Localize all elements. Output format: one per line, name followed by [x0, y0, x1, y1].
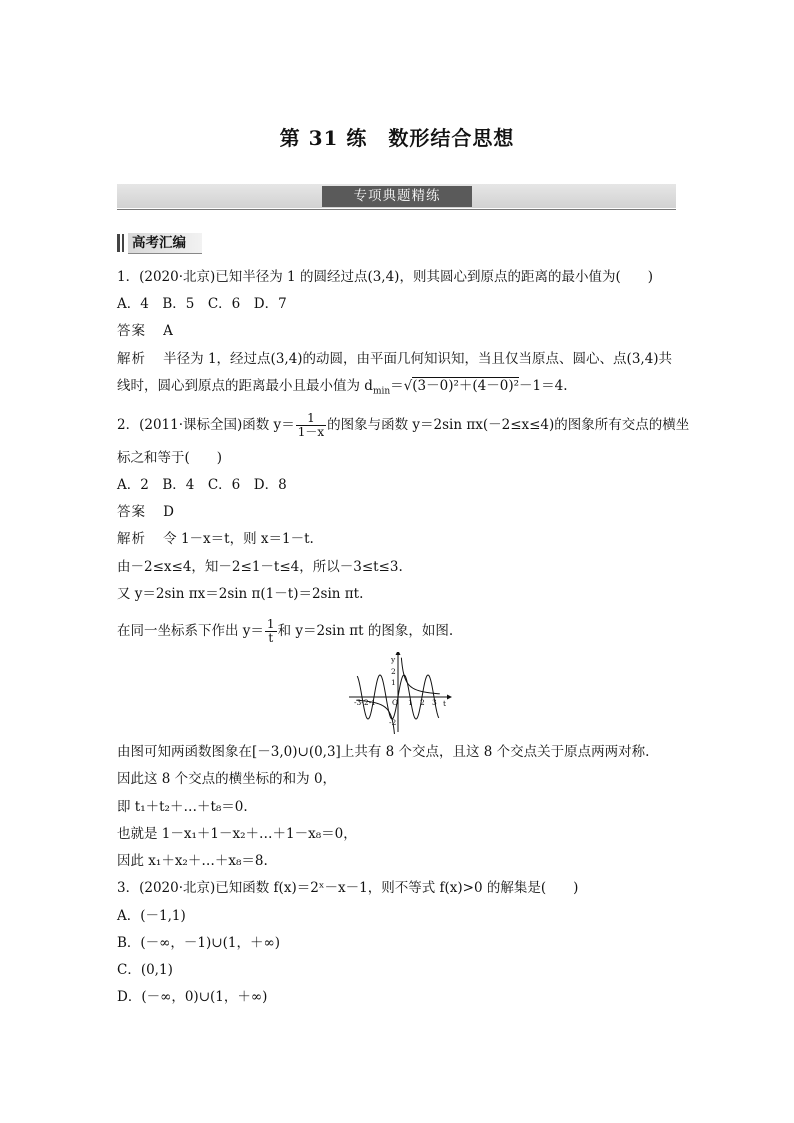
q3-option-b: B．(－∞，－1)∪(1，＋∞): [117, 935, 280, 951]
analysis-text: 半径为 1，经过点(3,4)的动圆，由平面几何知识知，当且仅当原点、圆心、点(3,4)共: [163, 351, 673, 367]
analysis-text: 和 y＝2sin πt 的图象，如图.: [277, 623, 454, 639]
q1-stem: 1．(2020·北京)已知半径为 1 的圆经过点(3,4)，则其圆心到原点的距离的最小值为( ): [117, 269, 653, 285]
q1-answer: [117, 321, 173, 341]
section-heading: [117, 233, 207, 253]
answer-label: 答案: [117, 323, 146, 339]
q3-option-a: A．(－1,1): [117, 908, 186, 924]
section-marker-icon: [117, 234, 127, 252]
y-tick-neg2: -2: [389, 718, 397, 727]
q2-analysis-line-6: 因此这 8 个交点的横坐标的和为 0，: [117, 771, 337, 787]
q2-stem-line-2: 标之和等于( ): [117, 450, 223, 466]
analysis-label: 解析: [117, 351, 146, 367]
banner-label: 专项典题精练: [322, 186, 472, 207]
q2-analysis-line-7: 即 t₁＋t₂＋…＋t₈＝0.: [117, 799, 248, 815]
q2-analysis-line-5: 由图可知两函数图象在[－3,0)∪(0,3]上共有 8 个交点，且这 8 个交点关于原点两两对称.: [117, 744, 650, 760]
analysis-text: 在同一坐标系下作出 y＝: [117, 623, 264, 639]
numerator: 1: [266, 617, 275, 631]
stem-text: 的图象与函数 y＝2sin πx(－2≤x≤4)的图象所有交点的横坐: [327, 417, 690, 433]
y-axis-label: y: [391, 655, 396, 664]
y-tick-2: 2: [391, 667, 396, 676]
q2-options: A．2 B．4 C．6 D．8: [117, 477, 287, 493]
denominator: 1－x: [297, 425, 325, 439]
hyperbola-branch-positive: [401, 658, 439, 694]
analysis-text: 线时，圆心到原点的距离最小且最小值为 d: [117, 378, 373, 394]
x-tick-2: 2: [420, 698, 425, 707]
q3-stem: 3．(2020·北京)已知函数 f(x)＝2ˣ－x－1，则不等式 f(x)>0 的解集是( ): [117, 880, 579, 896]
q2-analysis-line-9: 因此 x₁＋x₂＋…＋x₈＝8.: [117, 853, 268, 869]
fraction: [296, 412, 326, 439]
equals: ＝: [390, 378, 404, 394]
t-axis-label: t: [443, 699, 447, 708]
q2-stem-line-1: [117, 412, 689, 439]
section-banner: [117, 184, 676, 210]
y-tick-1: 1: [391, 678, 396, 687]
analysis-text: 令 1－x＝t，则 x＝1－t.: [163, 531, 314, 547]
x-tick-1: 1: [408, 698, 413, 707]
numerator: 1: [296, 412, 326, 426]
section-title: 高考汇编: [128, 233, 202, 254]
t-axis-arrow-icon: [447, 695, 452, 700]
sqrt-icon: √: [403, 378, 413, 394]
q2-analysis-line-2: 由－2≤x≤4，知－2≤1－t≤4，所以－3≤t≤3.: [117, 559, 403, 575]
stem-text: 2．(2011·课标全国)函数 y＝: [117, 417, 295, 433]
function-graph-figure: [347, 652, 455, 734]
q2-answer: [117, 502, 174, 522]
analysis-text: －1＝4.: [519, 378, 568, 394]
subscript: min: [372, 386, 391, 397]
analysis-label: 解析: [117, 531, 146, 547]
q3-option-d: D．(－∞，0)∪(1，＋∞): [117, 989, 268, 1005]
q2-analysis-line-1: [117, 529, 314, 549]
page-title: 第 31 练 数形结合思想: [279, 126, 515, 150]
q1-analysis-line-1: [117, 349, 672, 369]
denominator: t: [268, 631, 274, 645]
x-tick-3: 3: [432, 698, 437, 707]
answer-value: A: [163, 323, 173, 339]
q3-option-c: C．(0,1): [117, 962, 173, 978]
y-axis-arrow-icon: [396, 652, 401, 655]
banner-divider: [117, 209, 676, 210]
q2-analysis-line-3: 又 y＝2sin πx＝2sin π(1－t)＝2sin πt.: [117, 586, 364, 602]
sqrt-radicand: (3－0)²＋(4－0)²: [412, 378, 520, 394]
q2-analysis-line-8: 也就是 1－x₁＋1－x₂＋…＋1－x₈＝0，: [117, 826, 357, 842]
fraction: [265, 618, 277, 645]
origin-label: O: [392, 698, 399, 707]
x-ticks-negative: -3-2-1: [354, 698, 376, 707]
q1-options: A．4 B．5 C．6 D．7: [117, 296, 287, 312]
answer-label: 答案: [117, 504, 146, 520]
answer-value: D: [163, 504, 174, 520]
q2-analysis-line-4: [117, 618, 453, 645]
q1-analysis-line-2: [117, 376, 568, 402]
